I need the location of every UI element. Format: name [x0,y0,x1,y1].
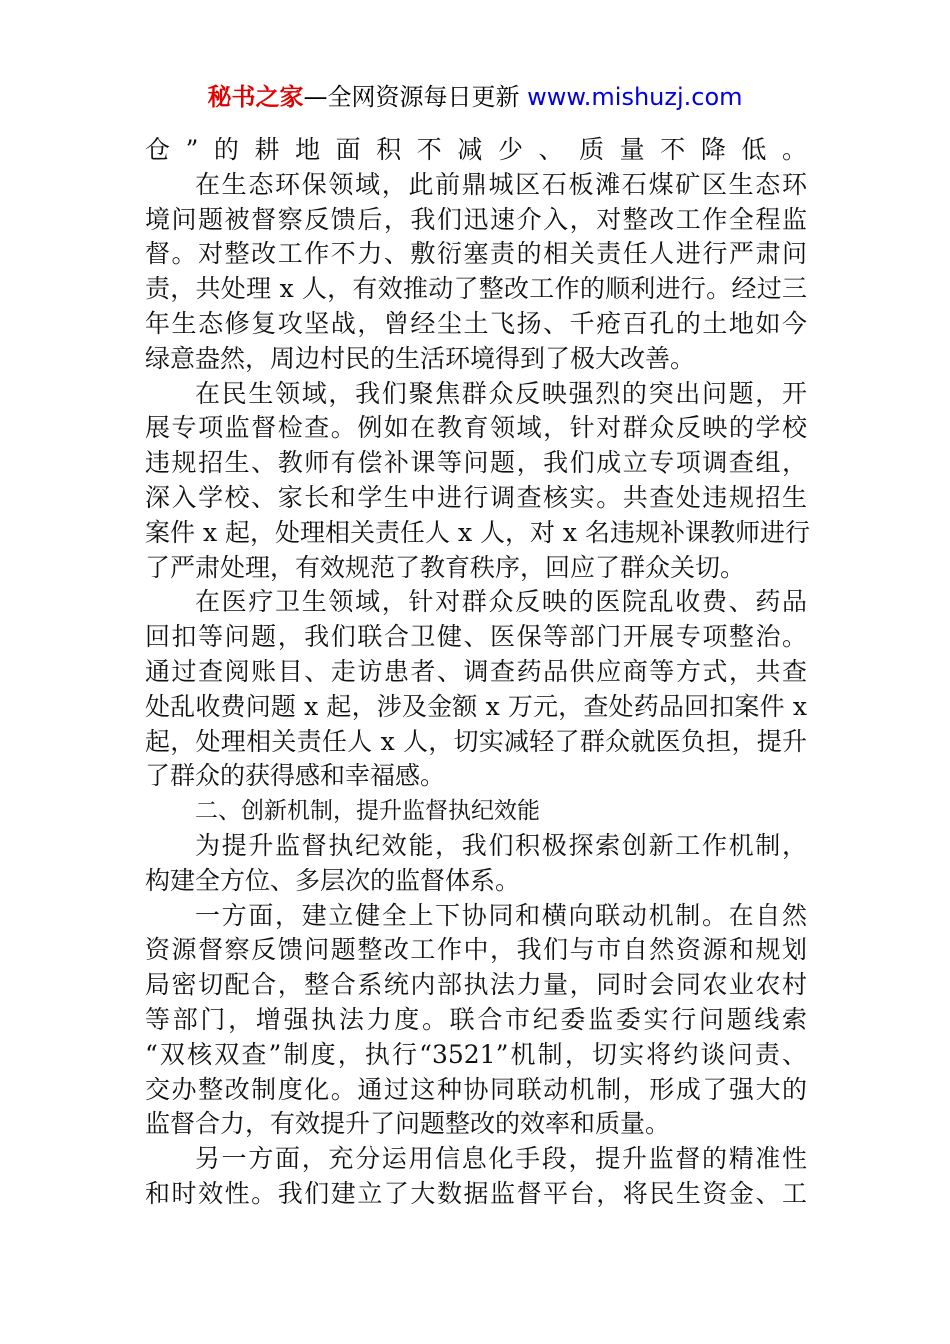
text-line: 仓”的耕地面积不减少、质量不降低。 [145,135,807,164]
paragraph-first-line: 在医疗卫生领域，针对群众反映的医院乱收费、药品 [195,587,807,617]
text-line: 责，共处理 x 人，有效推动了整改工作的顺利进行。经过三 [145,274,807,304]
site-url-link[interactable]: www.mishuzj.com [527,83,743,111]
text-line: 等部门，增强执法力度。联合市纪委监委实行问题线索 [145,1004,807,1034]
paragraph-last-line: 绿意盎然，周边村民的生活环境得到了极大改善。 [145,343,696,373]
paragraph-first-line: 一方面，建立健全上下协同和横向联动机制。在自然 [195,900,807,930]
text-line: 回扣等问题，我们联合卫健、医保等部门开展专项整治。 [145,622,807,652]
text-line: 年生态修复攻坚战，曾经尘土飞扬、千疮百孔的土地如今 [145,308,807,338]
brand-name: 秘书之家 [207,83,304,111]
document-body [145,133,810,1212]
text-line: 和时效性。我们建立了大数据监督平台，将民生资金、工 [145,1178,807,1208]
paragraph-first-line: 为提升监督执纪效能，我们积极探索创新工作机制， [195,830,807,860]
text-line: 局密切配合，整合系统内部执法力量，同时会同农业农村 [145,970,807,1000]
site-header [0,80,950,114]
paragraph-last-line: 了群众的获得感和幸福感。 [145,761,446,791]
text-line: 交办整改制度化。通过这种协同联动机制，形成了强大的 [145,1074,807,1104]
paragraph-first-line: 在民生领域，我们聚焦群众反映强烈的突出问题，开 [195,378,807,408]
header-tagline: —全网资源每日更新 [303,83,528,111]
text-line: 展专项监督检查。例如在教育领域，针对群众反映的学校 [145,413,807,443]
text-line: 违规招生、教师有偿补课等问题，我们成立专项调查组， [145,448,807,478]
paragraph-last-line: 了严肃处理，有效规范了教育秩序，回应了群众关切。 [145,552,746,582]
text-line: 境问题被督察反馈后，我们迅速介入，对整改工作全程监 [145,204,807,234]
text-line: 通过查阅账目、走访患者、调查药品供应商等方式，共查 [145,656,807,686]
section-heading: 二、创新机制，提升监督执纪效能 [195,798,540,825]
paragraph-first-line: 另一方面，充分运用信息化手段，提升监督的精准性 [195,1144,807,1174]
text-line: 深入学校、家长和学生中进行调查核实。共查处违规招生 [145,482,807,512]
text-line: 资源督察反馈问题整改工作中，我们与市自然资源和规划 [145,935,807,965]
text-line: 案件 x 起，处理相关责任人 x 人，对 x 名违规补课教师进行 [145,517,810,547]
paragraph-first-line: 在生态环保领域，此前鼎城区石板滩石煤矿区生态环 [195,169,807,199]
text-line: 督。对整改工作不力、敷衍塞责的相关责任人进行严肃问 [145,239,807,269]
text-line: 处乱收费问题 x 起，涉及金额 x 万元，查处药品回扣案件 x [145,691,807,721]
text-line: 起，处理相关责任人 x 人，切实减轻了群众就医负担，提升 [145,726,807,756]
paragraph-last-line: 构建全方位、多层次的监督体系。 [145,865,521,895]
text-line: “双核双查”制度，执行“3521”机制，切实将约谈问责、 [145,1039,807,1069]
paragraph-last-line: 监督合力，有效提升了问题整改的效率和质量。 [145,1109,671,1139]
